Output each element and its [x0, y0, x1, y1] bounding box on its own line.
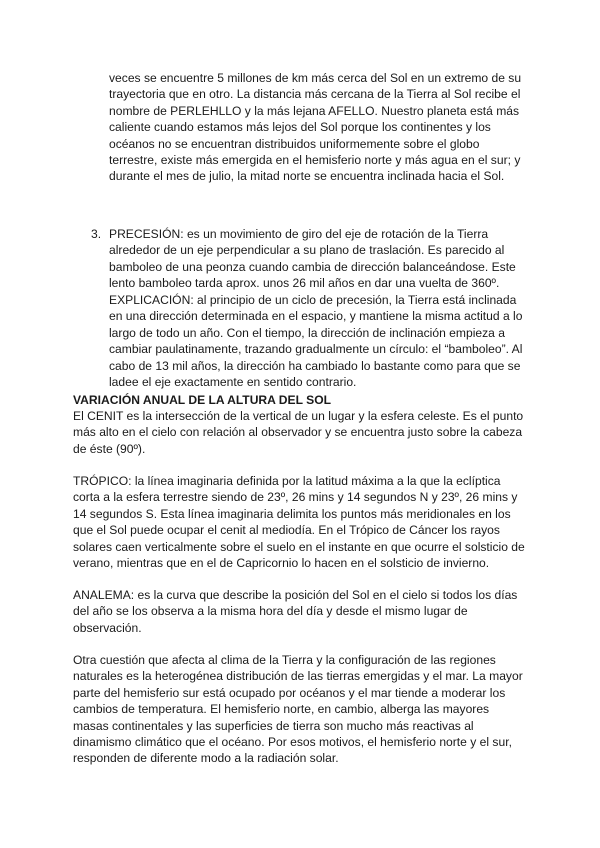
analema-paragraph: ANALEMA: es la curva que describe la posición del Sol en el cielo si todos los días del año se los observa a la misma hora del día y desde el mismo lugar de observación.: [73, 588, 518, 635]
precesion-paragraph: PRECESIÓN: es un movimiento de giro del eje de rotación de la Tierra alrededor de un eje perpendicular a su plano de traslación. Es parecido al bamboleo de una peonza cuando cambia de dirección balanceándose. Este lento bamboleo tarda aprox. unos 26 mil años en dar una vuelta de 360º.: [109, 227, 516, 291]
cenit-paragraph: El CENIT es la intersección de la vertical de un lugar y la esfera celeste. Es el punto más alto en el cielo con relación al observador y se encuentra justo sobre la cabeza de éste (90º).: [73, 409, 524, 456]
list-item-number: 3.: [91, 227, 102, 241]
section-heading: VARIACIÓN ANUAL DE LA ALTURA DEL SOL: [73, 393, 331, 407]
tropico-paragraph: TRÓPICO: la línea imaginaria definida por la latitud máxima a la que la eclíptica corta a la esfera terrestre siendo de 23º, 26 mins y 14 segundos N y 23º, 26 mins y 14 segundos S. Esta línea imaginaria delimita los puntos más meridionales en los que el Sol puede ocupar el cenit al mediodía. En el Trópico de Cáncer los rayos solares caen verticalmente sobre el suelo en el instante en que ocurre el solsticio de verano, mientras que en el de Capricornio lo hacen en el solsticio de invierno.: [73, 474, 525, 571]
continuation-paragraph: veces se encuentre 5 millones de km más cerca del Sol en un extremo de su trayectoria que en otro. La distancia más cercana de la Tierra al Sol recibe el nombre de PERLEHLLO y la más lejana AFELLO. Nuestro planeta está más caliente cuando estamos más lejos del Sol porque los continentes y los océanos no se encuentran distribuidos uniformemente sobre el globo terrestre, existe más emergida en el hemisferio norte y más agua en el sur; y durante el mes de julio, la mitad norte se encuentra inclinada hacia el Sol.: [109, 71, 522, 184]
clima-paragraph: Otra cuestión que afecta al clima de la Tierra y la configuración de las regiones naturales es la heterogénea distribución de las tierras emergidas y el mar. La mayor parte del hemisferio sur está ocupado por océanos y el mar tiende a moderar los cambios de temperatura. El hemisferio norte, en cambio, alberga las mayores masas continentales y las superficies de tierra son mucho más reactivas al dinamismo climático que el océano. Por esos motivos, el hemisferio norte y el sur, responden de diferente modo a la radiación solar.: [73, 653, 523, 766]
explicacion-paragraph: EXPLICACIÓN: al principio de un ciclo de precesión, la Tierra está inclinada en una dirección determinada en el espacio, y mantiene la misma actitud a lo largo de todo un año. Con el tiempo, la dirección de inclinación empieza a cambiar paulatinamente, trazando gradualmente un círculo: el “bamboleo”. Al cabo de 13 mil años, la dirección ha cambiado lo bastante como para que se ladee el eje exactamente en sentido contrario.: [109, 293, 523, 390]
